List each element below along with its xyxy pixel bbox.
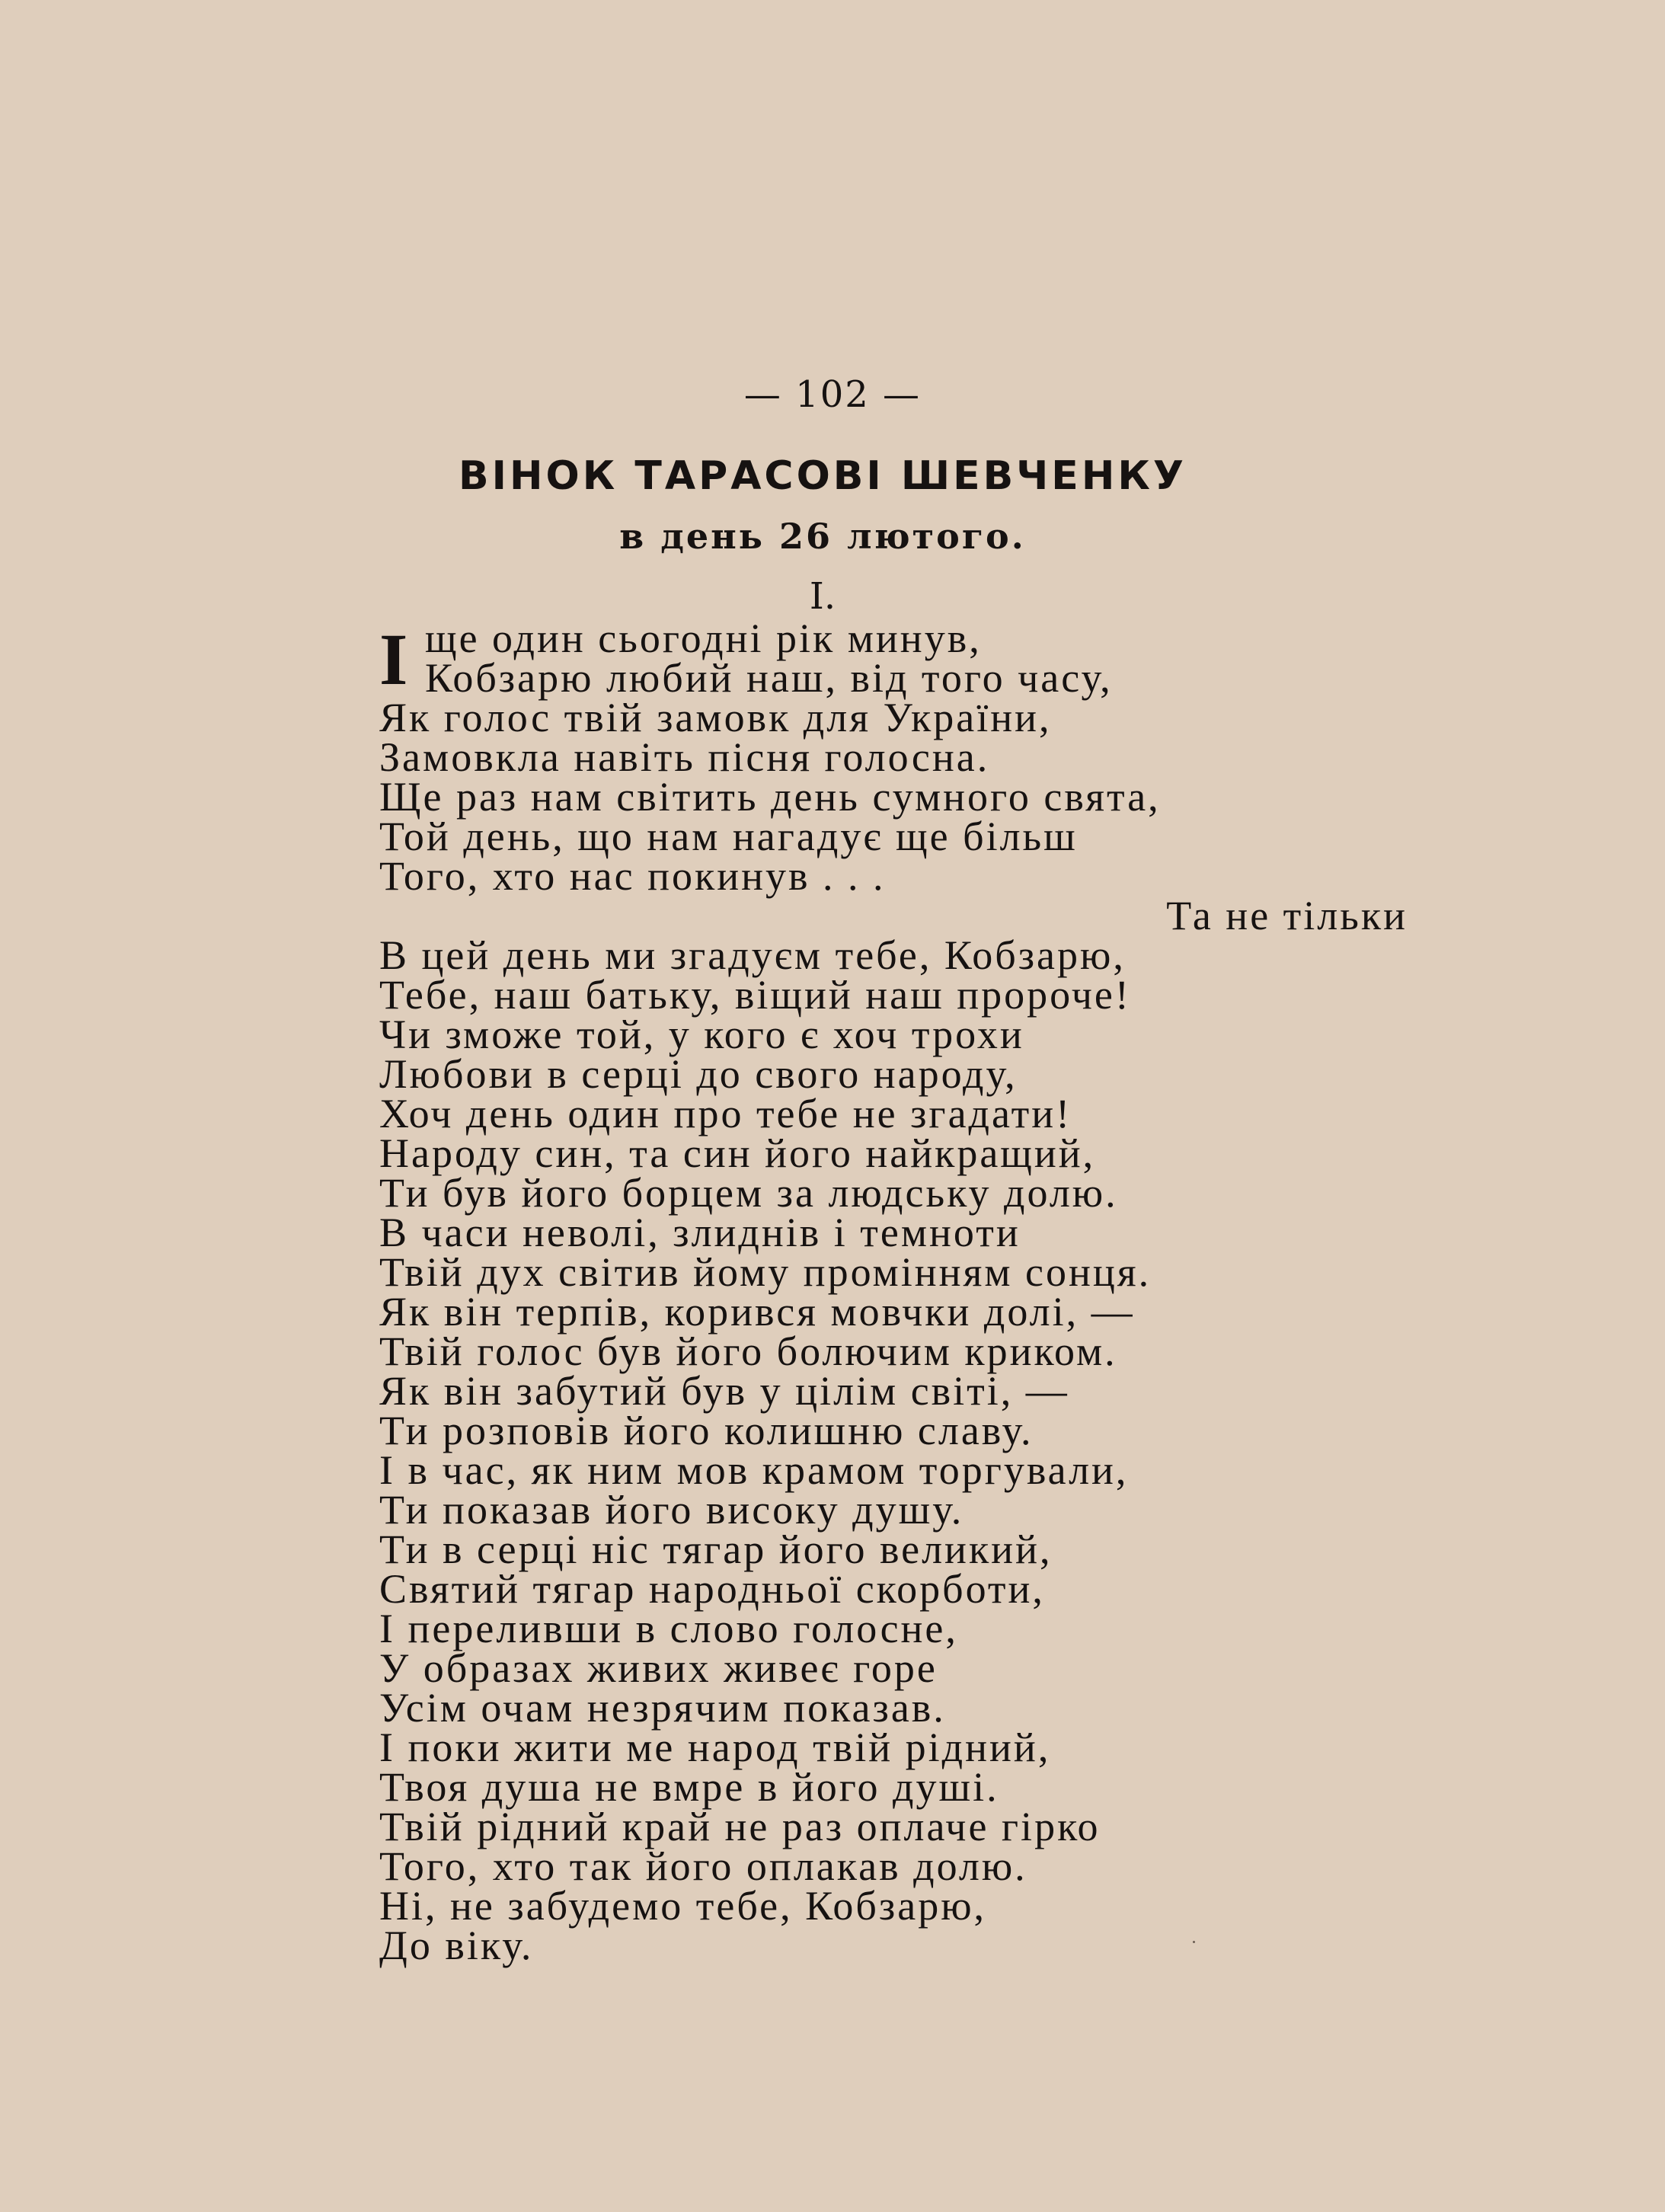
poem-line: Тебе, наш батьку, віщий наш пророче!: [379, 972, 1131, 1018]
poem-line: Любови в серці до свого народу,: [379, 1051, 1018, 1097]
poem-line: Той день, що нам нагадує ще більш: [379, 814, 1078, 859]
poem-line: В часи неволі, злиднів і темноти: [379, 1210, 1021, 1255]
poem-title: ВІНОК ТАРАСОВІ ШЕВЧЕНКУ: [459, 453, 1187, 499]
poem-line: Святий тягар народньої скорботи,: [379, 1566, 1045, 1612]
poem-line: Як голос твій замовк для України,: [379, 695, 1052, 740]
poem-line: Ще раз нам світить день сумного свята,: [379, 774, 1161, 820]
poem-line: Ти показав його високу душу.: [379, 1487, 964, 1533]
poem-subtitle: в день 26 лютого.: [619, 516, 1026, 557]
poem-line: І переливши в слово голосне,: [379, 1606, 958, 1651]
poem-line: І в час, як ним мов крамом торгували,: [379, 1447, 1129, 1493]
poem-line: Того, хто так його оплакав долю.: [379, 1843, 1027, 1889]
poem-line: Твій рідний край не раз оплаче гірко: [379, 1804, 1101, 1849]
poem-line: І поки жити ме народ твій рідний,: [379, 1725, 1051, 1770]
poem-line: Ні, не забудемо тебе, Кобзарю,: [379, 1883, 987, 1929]
poem-line: Усім очам незрячим показав.: [379, 1685, 946, 1731]
poem-line: Твоя душа не вмре в його душі.: [379, 1764, 999, 1810]
poem-line: Твій голос був його болючим криком.: [379, 1328, 1117, 1374]
drop-cap: І: [379, 619, 411, 700]
poem-line: Чи зможе той, у кого є хоч трохи: [379, 1012, 1024, 1057]
poem-line: Твій дух світив йому промінням сонця.: [379, 1249, 1152, 1295]
poem-line: Хоч день один про тебе не згадати!: [379, 1091, 1072, 1136]
poem-line-text: ще один сьогодні рік минув,: [425, 615, 982, 661]
poem-line: Кобзарю любий наш, від того часу,: [425, 655, 1113, 701]
page-number: — 102 —: [743, 373, 922, 416]
poem-line: Народу син, та син його найкращий,: [379, 1130, 1096, 1176]
poem-line: Як він терпів, корився мовчки долі, —: [379, 1289, 1135, 1335]
poem-line: До віку.: [379, 1923, 534, 1968]
poem-line: У образах живих живеє горе: [379, 1645, 938, 1691]
poem-line: Та не тільки: [1166, 893, 1408, 938]
poem-line: Як він забутий був у цілім світі, —: [379, 1368, 1069, 1414]
print-speck: [1193, 1941, 1195, 1943]
poem-body: [379, 615, 1568, 1968]
poem-line: Ти був його борцем за людську долю.: [379, 1170, 1118, 1216]
poem-line: В цей день ми згадуєм тебе, Кобзарю,: [379, 932, 1126, 978]
poem-line: Ти розповів його колишню славу.: [379, 1408, 1034, 1453]
poem-line: Замовкла навіть пісня голосна.: [379, 734, 990, 780]
section-number: I.: [809, 575, 836, 618]
poem-line: Ти в серці ніс тягар його великий,: [379, 1526, 1053, 1572]
poem-line: Того, хто нас покинув . . .: [379, 853, 886, 899]
